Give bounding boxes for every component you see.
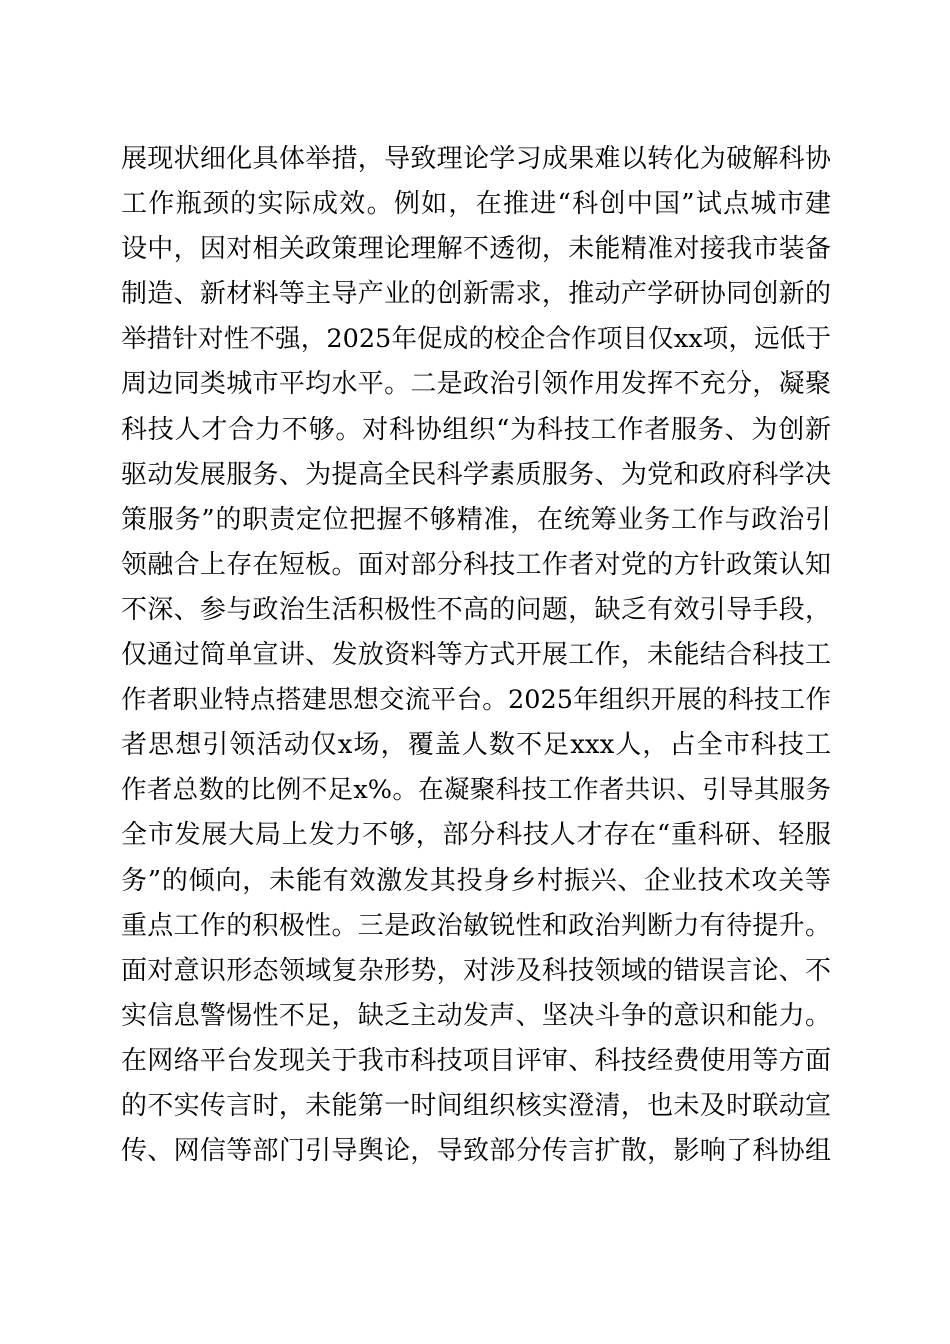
text-line: 策服务”的职责定位把握不够精准，在统筹业务工作与政治引 (121, 504, 831, 535)
text-line: 重点工作的积极性。三是政治敏锐性和政治判断力有待提升。 (121, 910, 831, 941)
text-line: 不深、参与政治生活积极性不高的问题，缺乏有效引导手段， (121, 594, 831, 625)
text-line: 制造、新材料等主导产业的创新需求，推动产学研协同创新的 (121, 279, 831, 310)
text-line: 实信息警惕性不足，缺乏主动发声、坚决斗争的意识和能力。 (121, 1000, 831, 1031)
text-line: 领融合上存在短板。面对部分科技工作者对党的方针政策认知 (121, 549, 831, 580)
text-line: 务”的倾向，未能有效激发其投身乡村振兴、企业技术攻关等 (121, 865, 831, 896)
text-line: 的不实传言时，未能第一时间组织核实澄清，也未及时联动宣 (121, 1090, 831, 1121)
text-line: 工作瓶颈的实际成效。例如，在推进“科创中国”试点城市建 (121, 189, 831, 220)
text-line: 科技人才合力不够。对科协组织“为科技工作者服务、为创新 (121, 414, 831, 445)
text-line: 仅通过简单宣讲、发放资料等方式开展工作，未能结合科技工 (121, 640, 831, 671)
text-line: 作者职业特点搭建思想交流平台。2025年组织开展的科技工作 (121, 685, 831, 716)
text-line: 周边同类城市平均水平。二是政治引领作用发挥不充分，凝聚 (121, 369, 831, 400)
text-line: 全市发展大局上发力不够，部分科技人才存在“重科研、轻服 (121, 820, 831, 851)
text-line: 传、网信等部门引导舆论，导致部分传言扩散，影响了科协组 (121, 1136, 831, 1167)
body-text (121, 137, 831, 1174)
text-line: 作者总数的比例不足x%。在凝聚科技工作者共识、引导其服务 (121, 775, 831, 806)
text-line: 展现状细化具体举措，导致理论学习成果难以转化为破解科协 (121, 144, 831, 174)
text-line: 驱动发展服务、为提高全民科学素质服务、为党和政府科学决 (121, 459, 831, 490)
text-line: 者思想引领活动仅x场，覆盖人数不足xxx人，占全市科技工 (121, 730, 831, 761)
text-line: 举措针对性不强，2025年促成的校企合作项目仅xx项，远低于 (121, 324, 831, 355)
text-line: 在网络平台发现关于我市科技项目评审、科技经费使用等方面 (121, 1045, 831, 1076)
text-line: 设中，因对相关政策理论理解不透彻，未能精准对接我市装备 (121, 234, 831, 265)
text-line: 面对意识形态领域复杂形势，对涉及科技领域的错误言论、不 (121, 955, 831, 986)
